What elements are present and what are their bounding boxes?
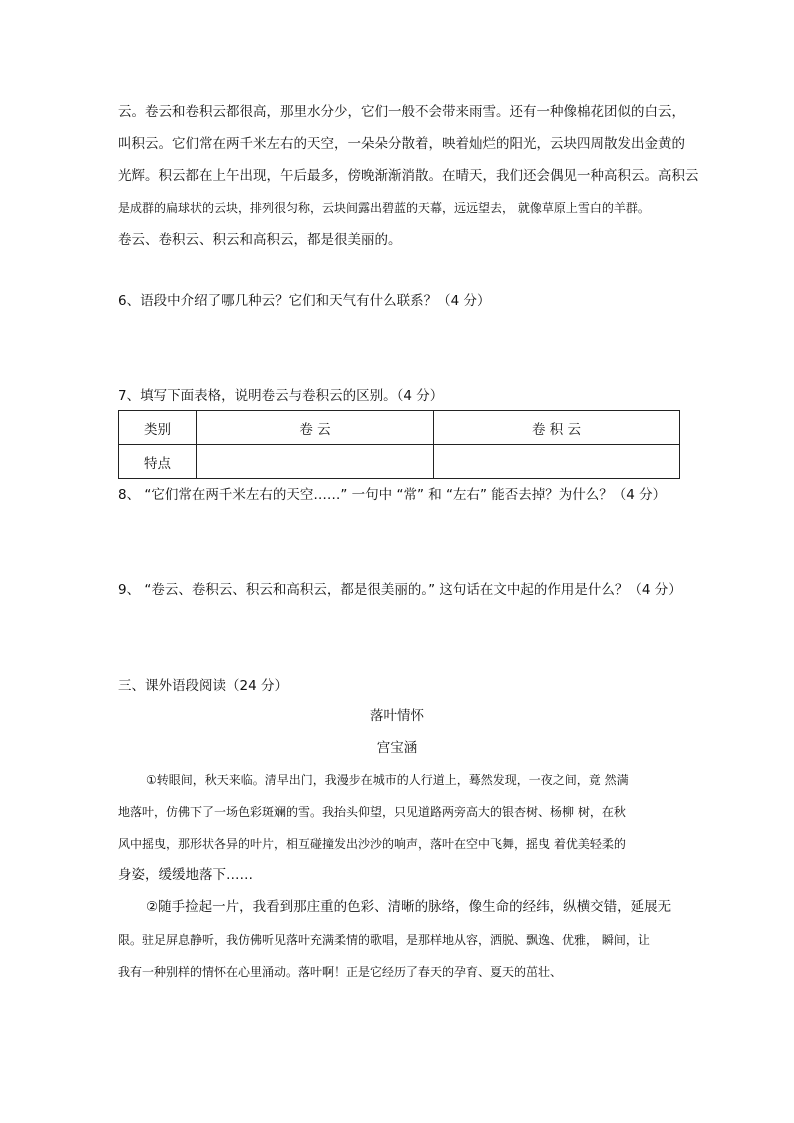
question-7: 7、填写下面表格，说明卷云与卷积云的区别。（4 分） — [118, 388, 444, 404]
question-6: 6、语段中介绍了哪几种云？它们和天气有什么联系？（4 分） — [118, 293, 491, 309]
article-line-4: 身姿，缓缓地落下…… — [118, 867, 253, 883]
article-line-3: 风中摇曳，那形状各异的叶片，相互碰撞发出沙沙的响声，落叶在空中飞舞，摇曳 着优美轻柔的 — [118, 837, 626, 851]
passage-line-5: 卷云、卷积云、积云和高积云，都是很美丽的。 — [118, 232, 402, 248]
article-line-2: 地落叶，仿佛下了一场色彩斑斓的雪。我抬头仰望，只见道路两旁高大的银杏树、杨柳 树，在秋 — [118, 805, 626, 819]
article-line-7: 我有一种别样的情怀在心里涌动。落叶啊！正是它经历了春天的孕育、夏天的茁壮、 — [118, 965, 563, 979]
passage-line-1: 云。卷云和卷积云都很高，那里水分少，它们一般不会带来雨雪。还有一种像棉花团似的白云， — [118, 104, 685, 120]
article-line-6: 限。驻足屏息静听，我仿佛听见落叶充满柔情的歌唱，是那样地从容，洒脱、飘逸、优雅， 瞬间，让 — [118, 933, 650, 947]
table-row — [119, 445, 680, 479]
article-line-5: ②随手捡起一片，我看到那庄重的色彩、清晰的脉络，像生命的经纬，纵横交错，延展无 — [146, 899, 672, 915]
comparison-table — [118, 410, 680, 479]
question-9: 9、 “卷云、卷积云、积云和高积云，都是很美丽的。” 这句话在文中起的作用是什么？（4 分） — [118, 582, 682, 598]
table-header-row — [119, 411, 680, 445]
article-title: 落叶情怀 — [370, 708, 424, 724]
passage-line-2: 叫积云。它们常在两千米左右的天空，一朵朵分散着，映着灿烂的阳光，云块四周散发出金黄的 — [118, 136, 685, 152]
passage-line-4: 是成群的扁球状的云块，排列很匀称，云块间露出碧蓝的天幕，远远望去， 就像草原上雪白的羊群。 — [118, 201, 650, 215]
table-cell-cirrus-feature[interactable] — [197, 445, 434, 479]
passage-line-3: 光辉。积云都在上午出现，午后最多，傍晚渐渐消散。在晴天，我们还会偶见一种高积云。高积云 — [118, 168, 699, 184]
article-author: 宫宝涵 — [376, 740, 418, 756]
table-header-cirrocumulus: 卷 积 云 — [434, 411, 680, 445]
table-header-cirrus: 卷 云 — [197, 411, 434, 445]
table-header-category: 类别 — [119, 411, 197, 445]
question-8: 8、 “它们常在两千米左右的天空……” 一句中 “常” 和 “左右” 能否去掉？为什么？（4 分） — [118, 487, 667, 503]
table-cell-cirrocumulus-feature[interactable] — [434, 445, 680, 479]
section-heading: 三、课外语段阅读（24 分） — [118, 678, 288, 694]
article-line-1: ①转眼间，秋天来临。清早出门，我漫步在城市的人行道上，蓦然发现，一夜之间，竟 然满 — [146, 773, 629, 787]
table-row-label: 特点 — [119, 445, 197, 479]
